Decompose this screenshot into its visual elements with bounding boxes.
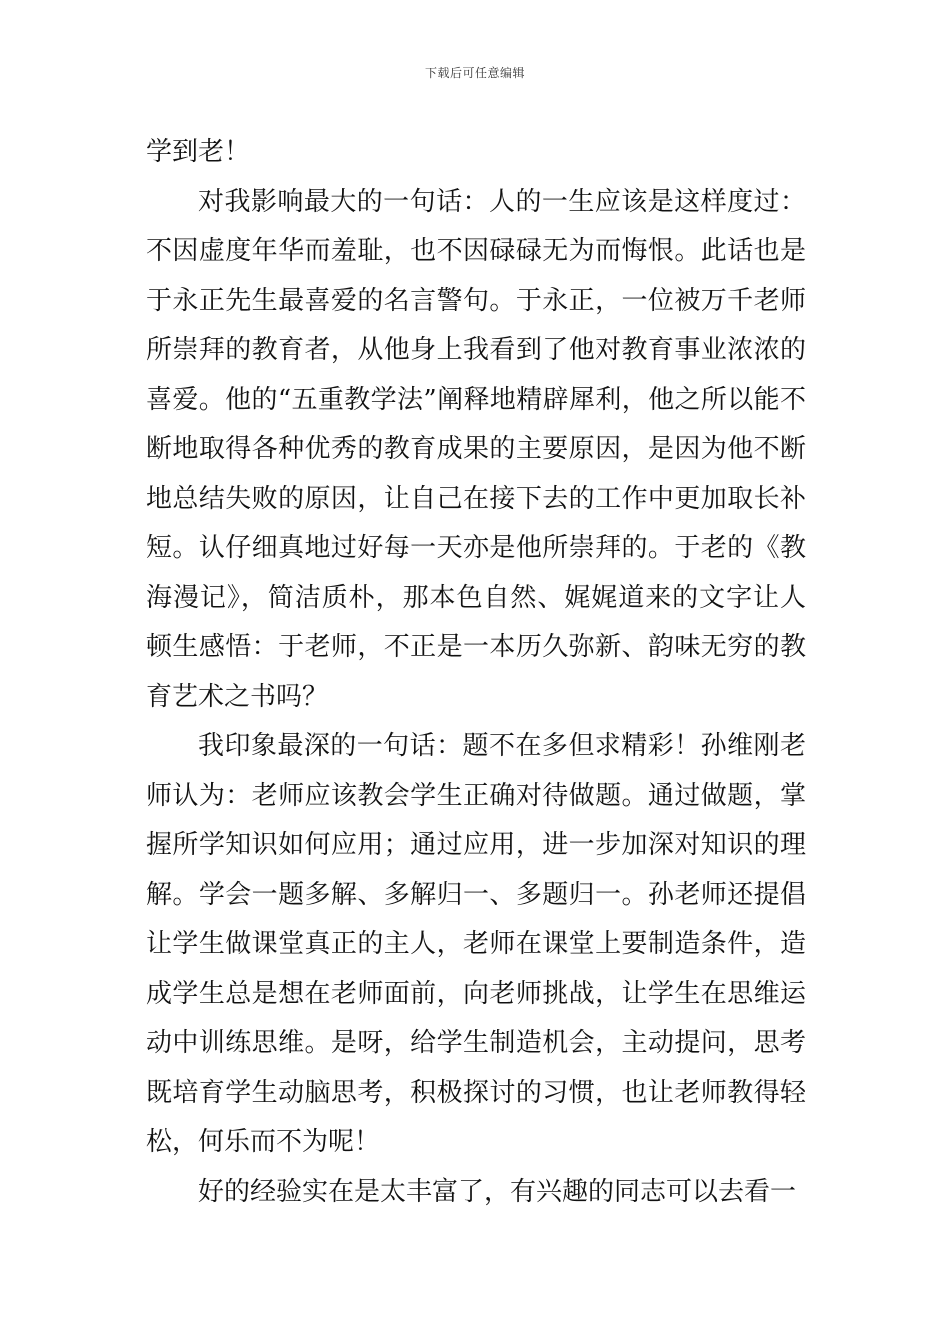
paragraph-most-influential-quote: 对我影响最大的一句话：人的一生应该是这样度过：不因虚度年华而羞耻，也不因碌碌无为而悔恨。此话也是于永正先生最喜爱的名言警句。于永正，一位被万千老师所崇拜的教育者，从他身上我看到了他对教育事业浓浓的喜爱。他的“五重教学法”阐释地精辟犀利，他之所以能不断地取得各种优秀的教育成果的主要原因，是因为他不断地总结失败的原因，让自己在接下去的工作中更加取长补短。认仔细真地过好每一天亦是他所崇拜的。于老的《教海漫记》，简洁质朴，那本色自然、娓娓道来的文字让人顿生感悟：于老师，不正是一本历久弥新、韵味无穷的教育艺术之书吗？ bbox=[146, 186, 806, 712]
document-body bbox=[146, 128, 806, 1217]
page-header-note: 下载后可任意编辑 bbox=[424, 66, 525, 80]
paragraph-continuation: 学到老！ bbox=[146, 137, 251, 167]
paragraph-deepest-impression-quote: 我印象最深的一句话：题不在多但求精彩！孙维刚老师认为：老师应该教会学生正确对待做题。通过做题，掌握所学知识如何应用；通过应用，进一步加深对知识的理解。学会一题多解、多解归一、多题归一。孙老师还提倡让学生做课堂真正的主人，老师在课堂上要制造条件，造成学生总是想在老师面前，向老师挑战，让学生在思维运动中训练思维。是呀，给学生制造机会，主动提问，思考既培育学生动脑思考，积极探讨的习惯，也让老师教得轻松，何乐而不为呢！ bbox=[146, 731, 806, 1157]
paragraph-closing: 好的经验实在是太丰富了，有兴趣的同志可以去看一 bbox=[198, 1176, 797, 1207]
